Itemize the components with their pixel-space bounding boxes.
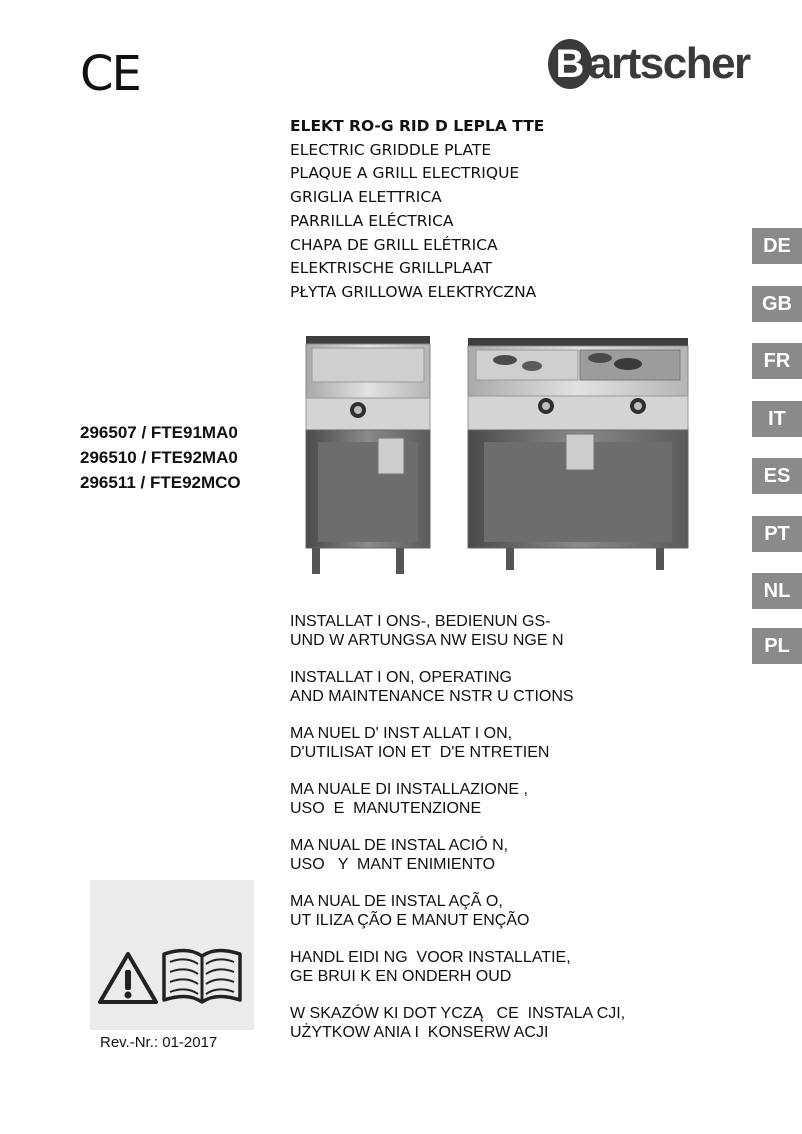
language-tab-it[interactable]: IT — [752, 401, 802, 437]
revision-number: Rev.-Nr.: 01-2017 — [100, 1034, 218, 1051]
manual-line: UŻYTKOW ANIA I KONSERW ACJI — [290, 1024, 549, 1041]
manual-title-nl — [290, 948, 625, 986]
language-tab-es[interactable]: ES — [752, 458, 802, 494]
language-tab-de[interactable]: DE — [752, 228, 802, 264]
manual-line: AND MAINTENANCE NSTR U CTIONS — [290, 688, 574, 705]
warning-box — [90, 880, 254, 1030]
brand-logo-text: artscher — [588, 39, 750, 88]
language-tab-pt[interactable]: PT — [752, 516, 802, 552]
brand-logo-initial: B — [548, 39, 592, 89]
brand-logo — [548, 36, 750, 92]
manual-line: MA NUEL D' INST ALLAT I ON, — [290, 725, 513, 742]
title-es: PARRILLA ELÉCTRICA — [290, 211, 454, 230]
manual-title-pl — [290, 1004, 625, 1042]
manual-line: D'UTILISAT ION ET D'E NTRETIEN — [290, 744, 550, 761]
open-book-icon — [164, 950, 240, 1002]
double-griddle-unit — [468, 338, 688, 570]
manual-title-pt — [290, 892, 625, 930]
manual-line: W SKAZÓW KI DOT YCZĄ CE INSTALA CJI, — [290, 1005, 626, 1022]
manual-line: MA NUAL DE INSTAL ACIÓ N, — [290, 837, 509, 854]
model-number: 296507 / FTE91MA0 — [80, 423, 238, 442]
title-pl: PŁYTA GRILLOWA ELEKTRYCZNA — [290, 282, 537, 301]
title-gb: ELECTRIC GRIDDLE PLATE — [290, 140, 492, 159]
manual-title-fr — [290, 724, 625, 762]
manual-title-de — [290, 612, 625, 650]
model-numbers — [80, 420, 241, 495]
title-nl: ELEKTRISCHE GRILLPLAAT — [290, 259, 492, 278]
manual-line: INSTALLAT I ONS-, BEDIENUN GS- — [290, 613, 551, 630]
manual-line: HANDL EIDI NG VOOR INSTALLATIE, — [290, 949, 571, 966]
manual-titles — [290, 612, 625, 1060]
manual-line: USO Y MANT ENIMIENTO — [290, 856, 496, 873]
manual-title-it — [290, 780, 625, 818]
model-number: 296510 / FTE92MA0 — [80, 448, 238, 467]
ce-mark: CE — [80, 46, 140, 102]
warning-triangle-icon — [100, 954, 156, 1002]
manual-line: MA NUAL DE INSTAL AÇÃ O, — [290, 893, 503, 910]
title-de: ELEKT RO-G RID D LEPLA TTE — [290, 117, 545, 135]
manual-title-es — [290, 836, 625, 874]
manual-line: UT ILIZA ÇÃO E MANUT ENÇÃO — [290, 912, 530, 929]
model-number: 296511 / FTE92MCO — [80, 473, 241, 492]
manual-line: GE BRUI K EN ONDERH OUD — [290, 968, 512, 985]
manual-line: MA NUALE DI INSTALLAZIONE , — [290, 781, 528, 798]
title-fr: PLAQUE A GRILL ELECTRIQUE — [290, 164, 520, 183]
title-pt: CHAPA DE GRILL ELÉTRICA — [290, 235, 498, 254]
language-tab-nl[interactable]: NL — [752, 573, 802, 609]
language-tab-pl[interactable]: PL — [752, 628, 802, 664]
manual-line: INSTALLAT I ON, OPERATING — [290, 669, 512, 686]
manual-line: USO E MANUTENZIONE — [290, 800, 482, 817]
product-image — [300, 330, 700, 580]
manual-title-gb — [290, 668, 625, 706]
language-tab-gb[interactable]: GB — [752, 286, 802, 322]
single-griddle-unit — [306, 336, 430, 574]
language-tab-fr[interactable]: FR — [752, 343, 802, 379]
product-titles — [290, 115, 544, 305]
title-it: GRIGLIA ELETTRICA — [290, 188, 442, 207]
manual-line: UND W ARTUNGSA NW EISU NGE N — [290, 632, 564, 649]
